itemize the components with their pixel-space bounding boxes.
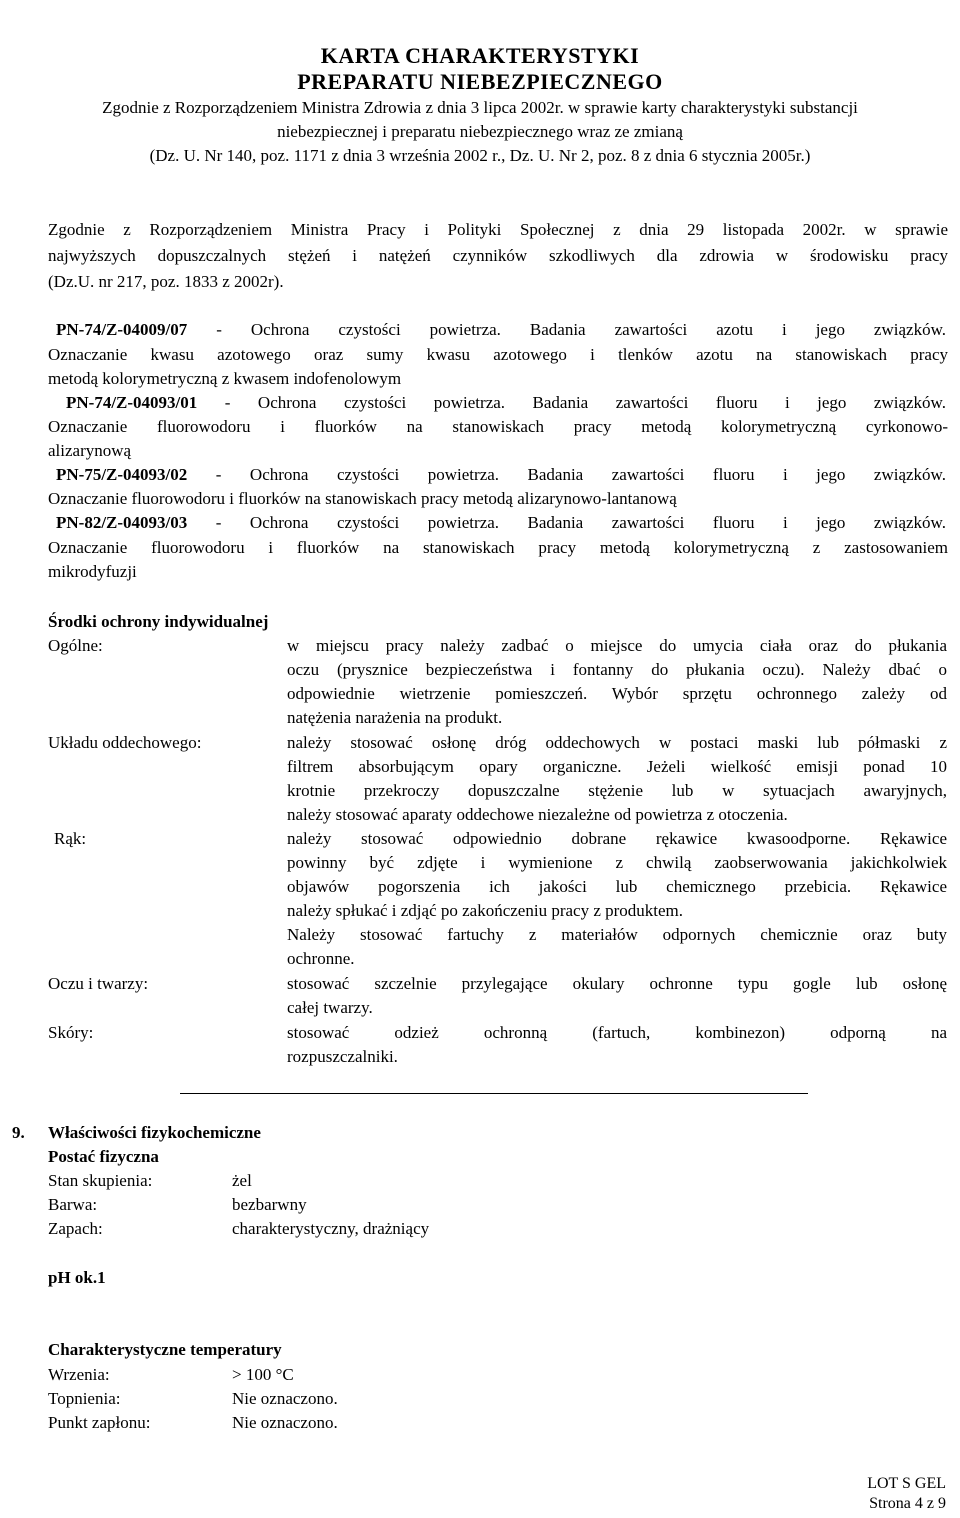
standard-code: PN-75/Z-04093/02 [56, 465, 188, 484]
header-legal-line-1: Zgodnie z Rozporządzeniem Ministra Zdrowia z dnia 3 lipca 2002r. w sprawie karty charakterystyki substancji [102, 98, 858, 117]
standard-1-desc-1: Oznaczanie kwasu azotowego oraz sumy kwasu azotowego i tlenków azotu na stanowiskach pracy [48, 345, 948, 364]
ppe-skin-label: Skóry: [48, 1023, 94, 1042]
standard-3-title [56, 463, 946, 487]
text-line: powinny być zdjęte i wymienione z chwilą zaobserwowania jakichkolwiek [287, 853, 947, 872]
melting-value: Nie oznaczono. [232, 1389, 338, 1408]
text-line: filtrem absorbującym opary organiczne. Jeżeli wielkość emisji ponad 10 [287, 757, 947, 776]
ppe-eyes-label: Oczu i twarzy: [48, 974, 149, 993]
ppe-skin-text [287, 1021, 947, 1069]
melting-label: Topnienia: [48, 1389, 121, 1408]
ppe-respiratory-label: Układu oddechowego: [48, 733, 202, 752]
text-line: całej twarzy. [287, 998, 373, 1017]
text-line: natężenia narażenia na produkt. [287, 708, 503, 727]
standard-2-title [66, 391, 946, 415]
boiling-label: Wrzenia: [48, 1365, 110, 1384]
standard-4-desc-2: mikrodyfuzji [48, 562, 137, 581]
header-legal-line-2: niebezpiecznej i preparatu niebezpiecznego wraz ze zmianą [277, 122, 683, 141]
footer-page-number: Strona 4 z 9 [869, 1495, 946, 1512]
text-line: ochronne. [287, 949, 355, 968]
odor-label: Zapach: [48, 1219, 103, 1238]
flash-point-label: Punkt zapłonu: [48, 1413, 151, 1432]
ppe-general-label: Ogólne: [48, 636, 103, 655]
ppe-hands-label: Rąk: [54, 829, 87, 848]
odor-value: charakterystyczny, drażniący [232, 1219, 430, 1238]
ppe-general-text [287, 634, 947, 730]
ph-value: pH ok.1 [48, 1268, 106, 1287]
regulation-line-1: Zgodnie z Rozporządzeniem Ministra Pracy i Polityki Społecznej z dnia 29 listopada 2002r. w sprawie [48, 220, 948, 239]
standard-title: - Ochrona czystości powietrza. Badania zawartości azotu i jego związków. [187, 320, 946, 339]
section-divider [180, 1093, 808, 1094]
text-line: w miejscu pracy należy zadbać o miejsce do umycia ciała oraz do płukania [287, 636, 947, 655]
standard-title: - Ochrona czystości powietrza. Badania zawartości fluoru i jego związków. [187, 465, 946, 484]
header-legal-line-3: (Dz. U. Nr 140, poz. 1171 z dnia 3 września 2002 r., Dz. U. Nr 2, poz. 8 z dnia 6 stycznia 2005r.) [149, 146, 811, 165]
standard-2-desc-2: alizarynową [48, 441, 132, 460]
physical-form-heading: Postać fizyczna [48, 1147, 159, 1166]
standard-code: PN-74/Z-04009/07 [56, 320, 188, 339]
text-line: należy stosować odpowiednio dobrane rękawice kwasoodporne. Rękawice [287, 829, 947, 848]
text-line: należy stosować osłonę dróg oddechowych w postaci maski lub półmaski z [287, 733, 947, 752]
color-label: Barwa: [48, 1195, 98, 1214]
text-line: oczu (prysznice bezpieczeństwa i fontanny do płukania oczu). Należy dbać o [287, 660, 947, 679]
section-title: Właściwości fizykochemiczne [48, 1123, 261, 1142]
standard-2-desc-1: Oznaczanie fluorowodoru i fluorków na stanowiskach pracy metodą kolorymetryczną cyrkonowo- [48, 417, 948, 436]
standard-code: PN-74/Z-04093/01 [66, 393, 198, 412]
text-line: rozpuszczalniki. [287, 1047, 398, 1066]
ppe-respiratory-text [287, 731, 947, 827]
standard-4-desc-1: Oznaczanie fluorowodoru i fluorków na stanowiskach pracy metodą kolorymetryczną z zastosowaniem [48, 538, 948, 557]
text-line: objawów pogorszenia ich jakości lub chemicznego przebicia. Rękawice [287, 877, 947, 896]
text-line: należy stosować aparaty oddechowe niezależne od powietrza z otoczenia. [287, 805, 788, 824]
standard-title: - Ochrona czystości powietrza. Badania zawartości fluoru i jego związków. [187, 513, 946, 532]
standard-code: PN-82/Z-04093/03 [56, 513, 188, 532]
text-line: odpowiednie wietrzenie pomieszczeń. Wybór sprzętu ochronnego zależy od [287, 684, 947, 703]
ppe-hands-text [287, 827, 947, 971]
standard-1-desc-2: metodą kolorymetryczną z kwasem indofenolowym [48, 369, 402, 388]
standard-3-desc-1: Oznaczanie fluorowodoru i fluorków na stanowiskach pracy metodą alizarynowo-lantanową [48, 489, 677, 508]
state-value: żel [232, 1171, 252, 1190]
document-subtitle: PREPARATU NIEBEZPIECZNEGO [297, 69, 663, 94]
standard-title: - Ochrona czystości powietrza. Badania zawartości fluoru i jego związków. [197, 393, 946, 412]
document-title: KARTA CHARAKTERYSTYKI [320, 43, 640, 68]
section-number: 9. [12, 1123, 25, 1142]
ppe-heading: Środki ochrony indywidualnej [48, 612, 269, 631]
text-line: stosować odzież ochronną (fartuch, kombinezon) odporną na [287, 1023, 947, 1042]
boiling-value: > 100 °C [232, 1365, 294, 1384]
text-line: krotnie przekroczy dopuszczalne stężenie lub w sytuacjach awaryjnych, [287, 781, 947, 800]
regulation-line-3: (Dz.U. nr 217, poz. 1833 z 2002r). [48, 272, 284, 291]
footer-product-name: LOT S GEL [867, 1475, 946, 1492]
state-label: Stan skupienia: [48, 1171, 153, 1190]
color-value: bezbarwny [232, 1195, 307, 1214]
standard-4-title [56, 511, 946, 535]
flash-point-value: Nie oznaczono. [232, 1413, 338, 1432]
text-line: Należy stosować fartuchy z materiałów odpornych chemicznie oraz buty [287, 925, 947, 944]
temperatures-heading: Charakterystyczne temperatury [48, 1340, 282, 1359]
text-line: należy spłukać i zdjąć po zakończeniu pracy z produktem. [287, 901, 684, 920]
text-line: stosować szczelnie przylegające okulary ochronne typu gogle lub osłonę [287, 974, 947, 993]
regulation-line-2: najwyższych dopuszczalnych stężeń i natężeń czynników szkodliwych dla zdrowia w środowisku pracy [48, 246, 948, 265]
standard-1-title [56, 318, 946, 342]
ppe-eyes-text [287, 972, 947, 1020]
